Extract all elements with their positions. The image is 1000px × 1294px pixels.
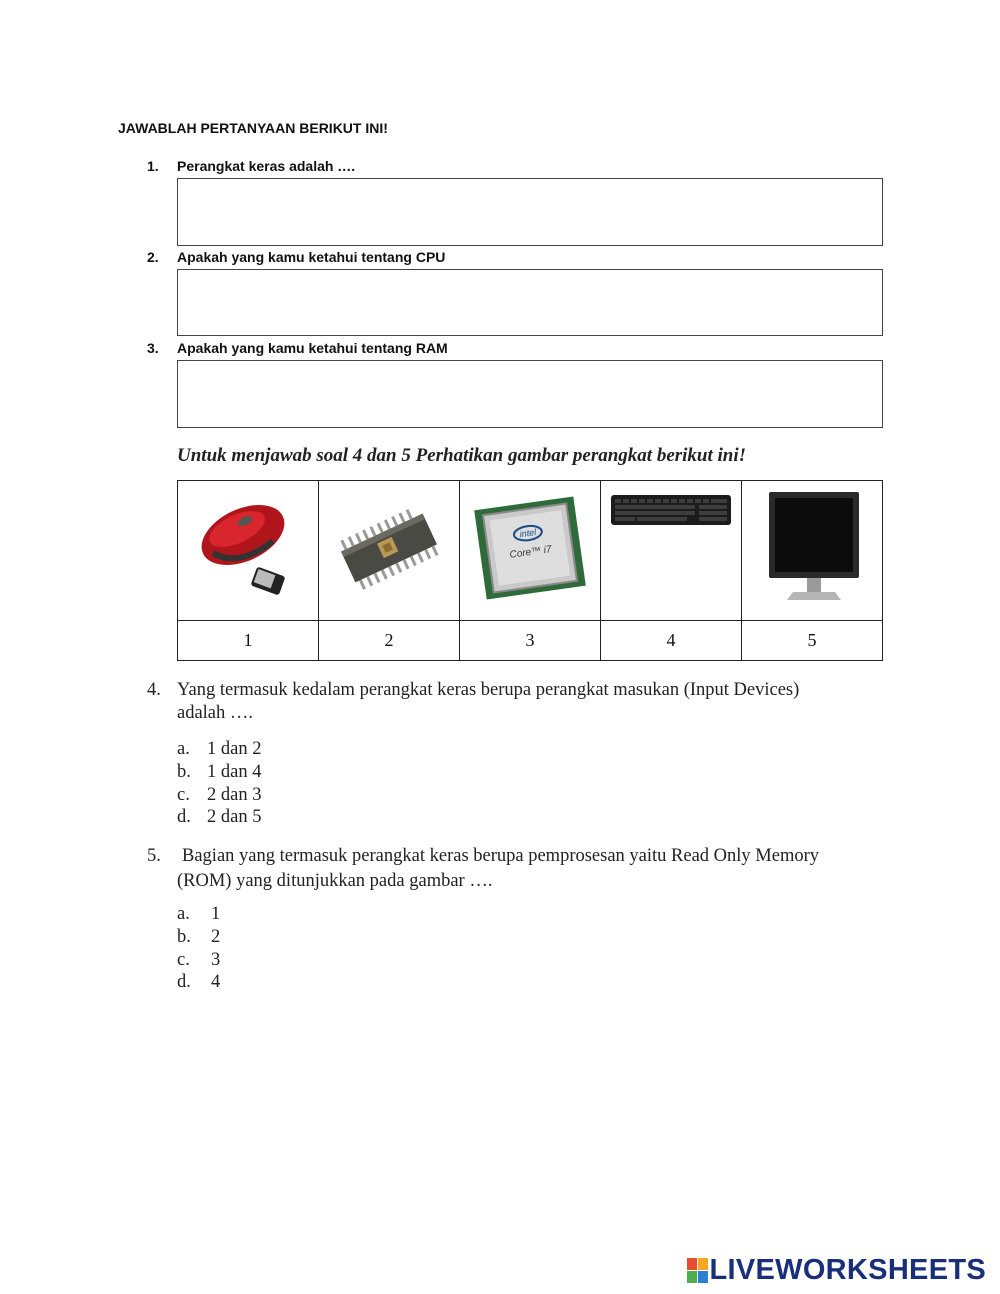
- device-number-1: 1: [178, 621, 319, 661]
- option-letter: b.: [177, 927, 191, 947]
- answer-box-2[interactable]: [177, 269, 883, 336]
- device-cell-3: [460, 481, 601, 621]
- device-cell-5: [742, 481, 883, 621]
- cpu-brand-text: intel: [519, 527, 537, 540]
- device-cell-2: [319, 481, 460, 621]
- option-letter: d.: [177, 972, 191, 992]
- option-letter: a.: [177, 904, 190, 924]
- device-number-2: 2: [319, 621, 460, 661]
- option-text: 2 dan 5: [207, 807, 262, 827]
- question-2-number: 2.: [147, 249, 159, 265]
- device-number-4: 4: [601, 621, 742, 661]
- device-table: [177, 480, 883, 661]
- question-4-line-1: Yang termasuk kedalam perangkat keras berupa perangkat masukan (Input Devices): [177, 680, 800, 700]
- question-1-text: Perangkat keras adalah ….: [177, 158, 356, 174]
- option-text: 2 dan 3: [207, 785, 262, 805]
- option-text: 3: [211, 950, 221, 970]
- question-4-option-d[interactable]: [177, 807, 261, 828]
- question-5-line-1: Bagian yang termasuk perangkat keras berupa pemprosesan yaitu Read Only Memory: [182, 846, 820, 866]
- question-3-text: Apakah yang kamu ketahui tentang RAM: [177, 340, 448, 356]
- question-5-line-2: (ROM) yang ditunjukkan pada gambar ….: [177, 871, 493, 891]
- option-letter: c.: [177, 785, 190, 805]
- option-text: 1: [211, 904, 221, 924]
- option-text: 1 dan 2: [207, 739, 262, 759]
- rom-chip-icon: [334, 493, 444, 603]
- option-letter: b.: [177, 762, 191, 782]
- question-4-option-a[interactable]: [177, 739, 261, 760]
- question-4-number: 4.: [147, 680, 161, 700]
- logo-text: LIVEWORKSHEETS: [709, 1254, 986, 1286]
- wireless-mouse-icon: [193, 493, 303, 603]
- device-cell-1: [178, 481, 319, 621]
- monitor-icon: [757, 488, 867, 608]
- question-4-line-2: adalah ….: [177, 703, 254, 723]
- option-text: 4: [211, 972, 221, 992]
- question-1-number: 1.: [147, 158, 159, 174]
- question-5-number: 5.: [147, 846, 161, 866]
- cpu-model-text: Core™ i7: [508, 544, 553, 561]
- question-5-option-b[interactable]: [177, 927, 220, 948]
- question-4-option-b[interactable]: [177, 762, 261, 783]
- device-number-3: 3: [460, 621, 601, 661]
- question-2-text: Apakah yang kamu ketahui tentang CPU: [177, 249, 446, 265]
- answer-box-1[interactable]: [177, 178, 883, 246]
- question-5-option-c[interactable]: [177, 950, 220, 971]
- question-4-option-c[interactable]: [177, 785, 261, 806]
- cpu-processor-icon: [470, 493, 590, 603]
- instruction-text: Untuk menjawab soal 4 dan 5 Perhatikan gambar perangkat berikut ini!: [177, 445, 747, 466]
- option-text: 1 dan 4: [207, 762, 262, 782]
- answer-box-3[interactable]: [177, 360, 883, 428]
- option-letter: c.: [177, 950, 190, 970]
- question-3-number: 3.: [147, 340, 159, 356]
- liveworksheets-logo[interactable]: [687, 1254, 987, 1287]
- keyboard-icon: [609, 491, 733, 531]
- logo-blocks-icon: [687, 1258, 708, 1283]
- device-cell-4: [601, 481, 742, 621]
- question-5-option-a[interactable]: [177, 904, 220, 925]
- option-letter: d.: [177, 807, 191, 827]
- device-number-5: 5: [742, 621, 883, 661]
- option-letter: a.: [177, 739, 190, 759]
- option-text: 2: [211, 927, 221, 947]
- worksheet-heading: JAWABLAH PERTANYAAN BERIKUT INI!: [118, 120, 388, 136]
- question-5-option-d[interactable]: [177, 972, 220, 993]
